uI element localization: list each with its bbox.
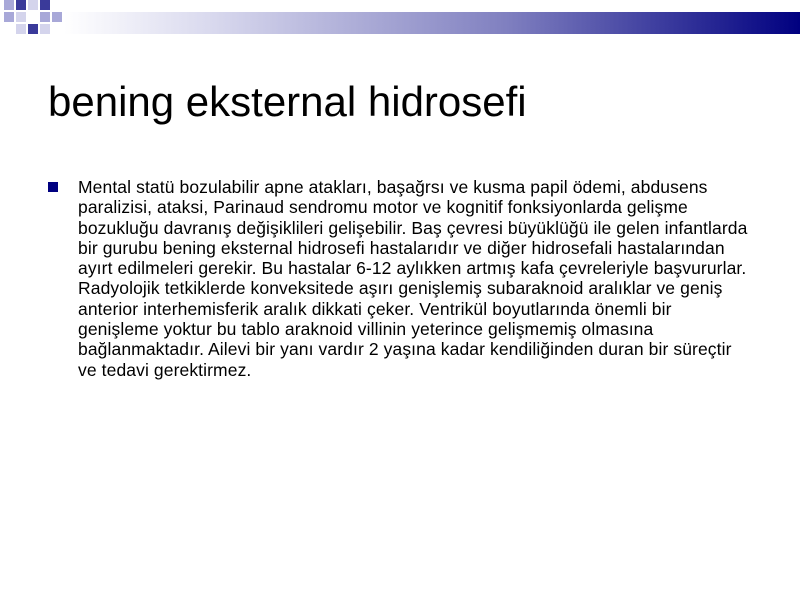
bullet-list	[48, 177, 748, 380]
decor-square	[16, 12, 26, 22]
decor-square	[4, 12, 14, 22]
decor-square	[52, 12, 62, 22]
decorative-header-bar	[0, 0, 800, 36]
decor-square	[40, 24, 50, 34]
decor-square	[40, 12, 50, 22]
slide-title: bening eksternal hidrosefi	[48, 78, 527, 125]
decor-square	[4, 0, 14, 10]
header-gradient-band	[64, 12, 800, 34]
bullet-item	[48, 177, 748, 380]
decor-square	[16, 24, 26, 34]
decor-square	[40, 0, 50, 10]
decor-square	[16, 0, 26, 10]
decor-square	[28, 24, 38, 34]
bullet-text: Mental statü bozulabilir apne atakları, başağrsı ve kusma papil ödemi, abdusens paralizisi, ataksi, Parinaud sendromu motor ve kognitif fonksiyonlarda gelişme bozukluğu davranış değişiklileri gelişebilir. Baş çevresi büyüklüğü ile gelen infantlarda bir gurubu bening eksternal hidrosefi hastalarıdır ve diğer hidrosefali hastalarından ayırt edilmeleri gerekir. Bu hastalar 6-12 aylıkken artmış kafa çevreleriyle başvururlar. Radyolojik tetkiklerde konveksitede aşırı genişlemiş subaraknoid aralıklar ve geniş anterior interhemisferik aralık dikkati çeker. Ventrikül boyutlarında önemli bir genişleme yoktur bu tablo araknoid villinin yeterince gelişmemiş olmasına bağlanmaktadır. Ailevi bir yanı vardır 2 yaşına kadar kendiliğinden duran bir süreçtir ve tedavi gerektirmez.	[78, 177, 748, 380]
square-bullet-icon	[48, 182, 58, 192]
decor-square	[28, 0, 38, 10]
